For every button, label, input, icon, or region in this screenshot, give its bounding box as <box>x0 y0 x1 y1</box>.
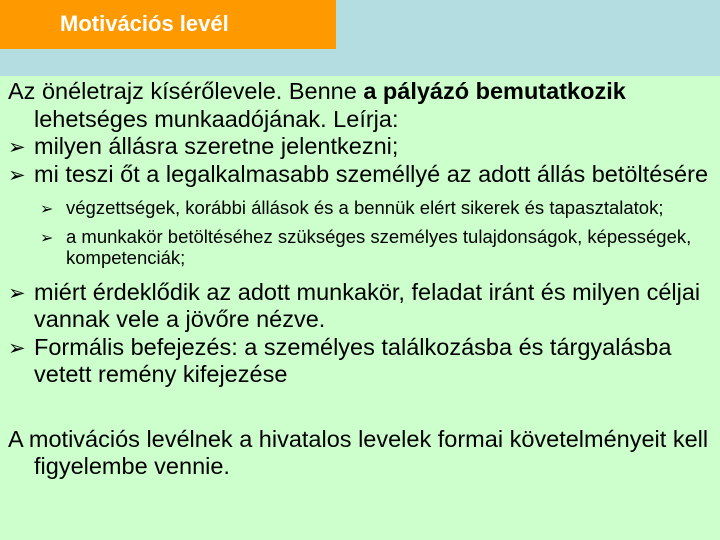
intro-text-1: Az önéletrajz kísérőlevele. Benne <box>8 78 364 104</box>
bullet-text: Formális befejezés: a személyes találkozásba és tárgyalásba vetett remény kifejezése <box>34 333 672 387</box>
sub-bullet-text: a munkakör betöltéséhez szükséges személyes tulajdonságok, képességek, kompetenciák; <box>66 225 692 268</box>
arrow-bullet-icon: ➢ <box>40 199 54 218</box>
sub-bullet-item <box>40 197 714 219</box>
bullet-item <box>8 161 714 189</box>
bullet-text: mi teszi őt a legalkalmasabb személlyé az adott állás betöltésére <box>34 160 709 187</box>
bullet-text: milyen állásra szeretne jelentkezni; <box>34 133 399 159</box>
arrow-bullet-icon: ➢ <box>8 280 26 305</box>
slide-content <box>8 78 714 481</box>
bullet-item <box>8 334 714 389</box>
sub-bullet-text: végzettségek, korábbi állások és a bennük elért sikerek és tapasztalatok; <box>66 197 664 218</box>
bullet-item <box>8 133 714 161</box>
title-box <box>0 0 336 49</box>
intro-paragraph <box>8 78 714 133</box>
arrow-bullet-icon: ➢ <box>40 227 54 247</box>
intro-text-2: lehetséges munkaadójának. Leírja: <box>34 105 399 132</box>
slide-title: Motivációs levél <box>60 11 229 36</box>
arrow-bullet-icon: ➢ <box>8 162 26 187</box>
arrow-bullet-icon: ➢ <box>8 335 26 360</box>
sub-bullet-item <box>40 226 714 269</box>
bullet-text: miért érdeklődik az adott munkakör, feladat iránt és milyen céljai vannak vele a jövőre nézve. <box>34 278 701 332</box>
intro-bold-text: a pályázó bemutatkozik <box>363 78 626 104</box>
bullet-item <box>8 279 714 334</box>
closing-paragraph: A motivációs levélnek a hivatalos levelek formai követelményeit kell figyelembe vennie. <box>8 425 709 479</box>
arrow-bullet-icon: ➢ <box>8 135 26 159</box>
